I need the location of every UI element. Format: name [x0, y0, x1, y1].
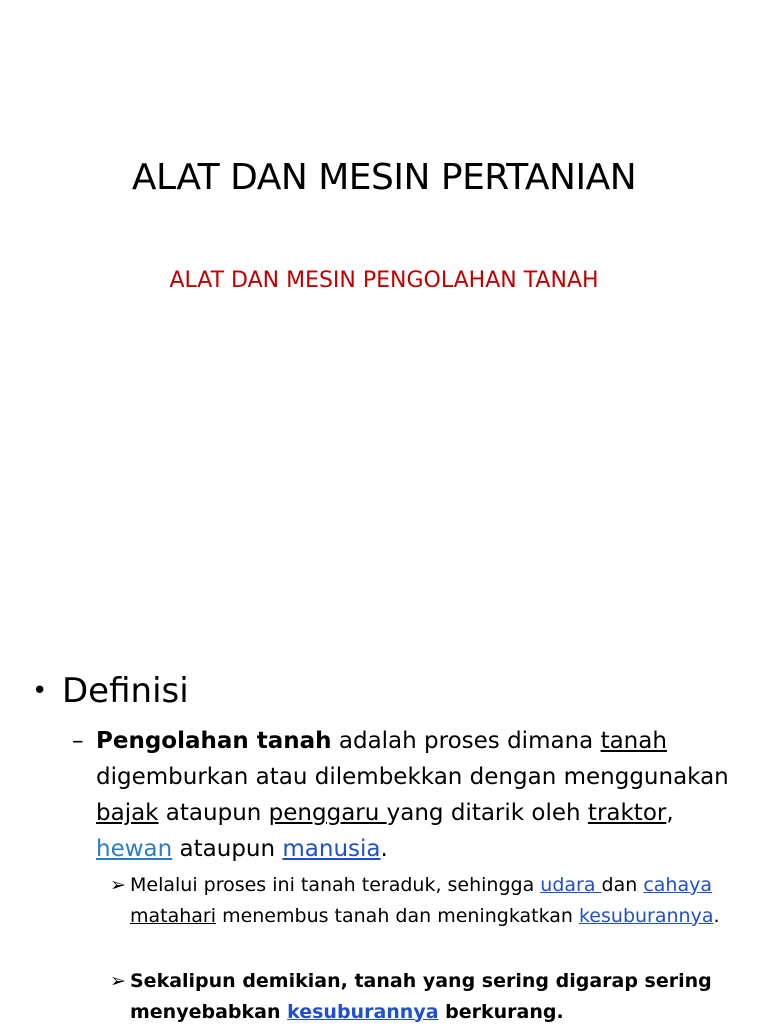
sub1-text-1: Melalui proses ini tanah teraduk, sehingga — [130, 874, 541, 896]
arrow-bullet-icon: ➢ — [110, 874, 126, 896]
link-cahaya[interactable]: cahaya — [643, 874, 712, 896]
slide-title: ALAT DAN MESIN PERTANIAN — [131, 157, 637, 198]
sub1-text-2: dan — [601, 874, 644, 896]
para-text-7: . — [380, 836, 388, 862]
para-text-4: yang ditarik oleh — [386, 800, 588, 826]
sub1-text-5: . — [713, 904, 720, 927]
link-hewan[interactable]: hewan — [96, 836, 173, 862]
link-tanah[interactable]: tanah — [600, 728, 667, 754]
sub2-text-1: Sekalipun demikian, tanah yang sering digarap sering menyebabkan — [130, 970, 712, 1023]
sub2-text-2: berkurang. — [438, 1000, 564, 1023]
link-bajak[interactable]: bajak — [96, 800, 159, 826]
sub1-text-4: menembus tanah dan meningkatkan — [216, 904, 579, 927]
sub-point-1 — [110, 870, 730, 931]
definition-paragraph — [72, 723, 742, 867]
para-text-6: ataupun — [172, 836, 283, 862]
link-udara[interactable]: udara — [540, 874, 602, 896]
slide-subtitle: ALAT DAN MESIN PENGOLAHAN TANAH — [169, 268, 599, 293]
bullet-definisi — [32, 665, 742, 717]
term-text: Pengolahan tanah — [96, 728, 332, 754]
para-text-2: digemburkan atau dilembekkan dengan menggunakan — [96, 764, 729, 790]
content-slide-body — [32, 665, 742, 1023]
para-text-3: ataupun — [158, 800, 269, 826]
link-matahari[interactable]: matahari — [130, 904, 217, 927]
link-manusia[interactable]: manusia — [282, 836, 381, 862]
dash-icon: – — [72, 728, 84, 754]
bullet-icon: • — [32, 676, 48, 706]
para-text-1: adalah proses dimana — [331, 728, 601, 754]
para-text-5: , — [666, 800, 674, 826]
link-traktor[interactable]: traktor — [587, 800, 667, 826]
link-kesuburannya[interactable]: kesuburannya — [578, 904, 714, 927]
link-penggaru[interactable]: penggaru — [268, 800, 387, 826]
sub-point-2 — [110, 966, 730, 1027]
section-heading: Definisi — [62, 671, 189, 711]
link-kesuburannya-2[interactable]: kesuburannya — [287, 1000, 439, 1023]
arrow-bullet-icon: ➢ — [110, 970, 126, 992]
